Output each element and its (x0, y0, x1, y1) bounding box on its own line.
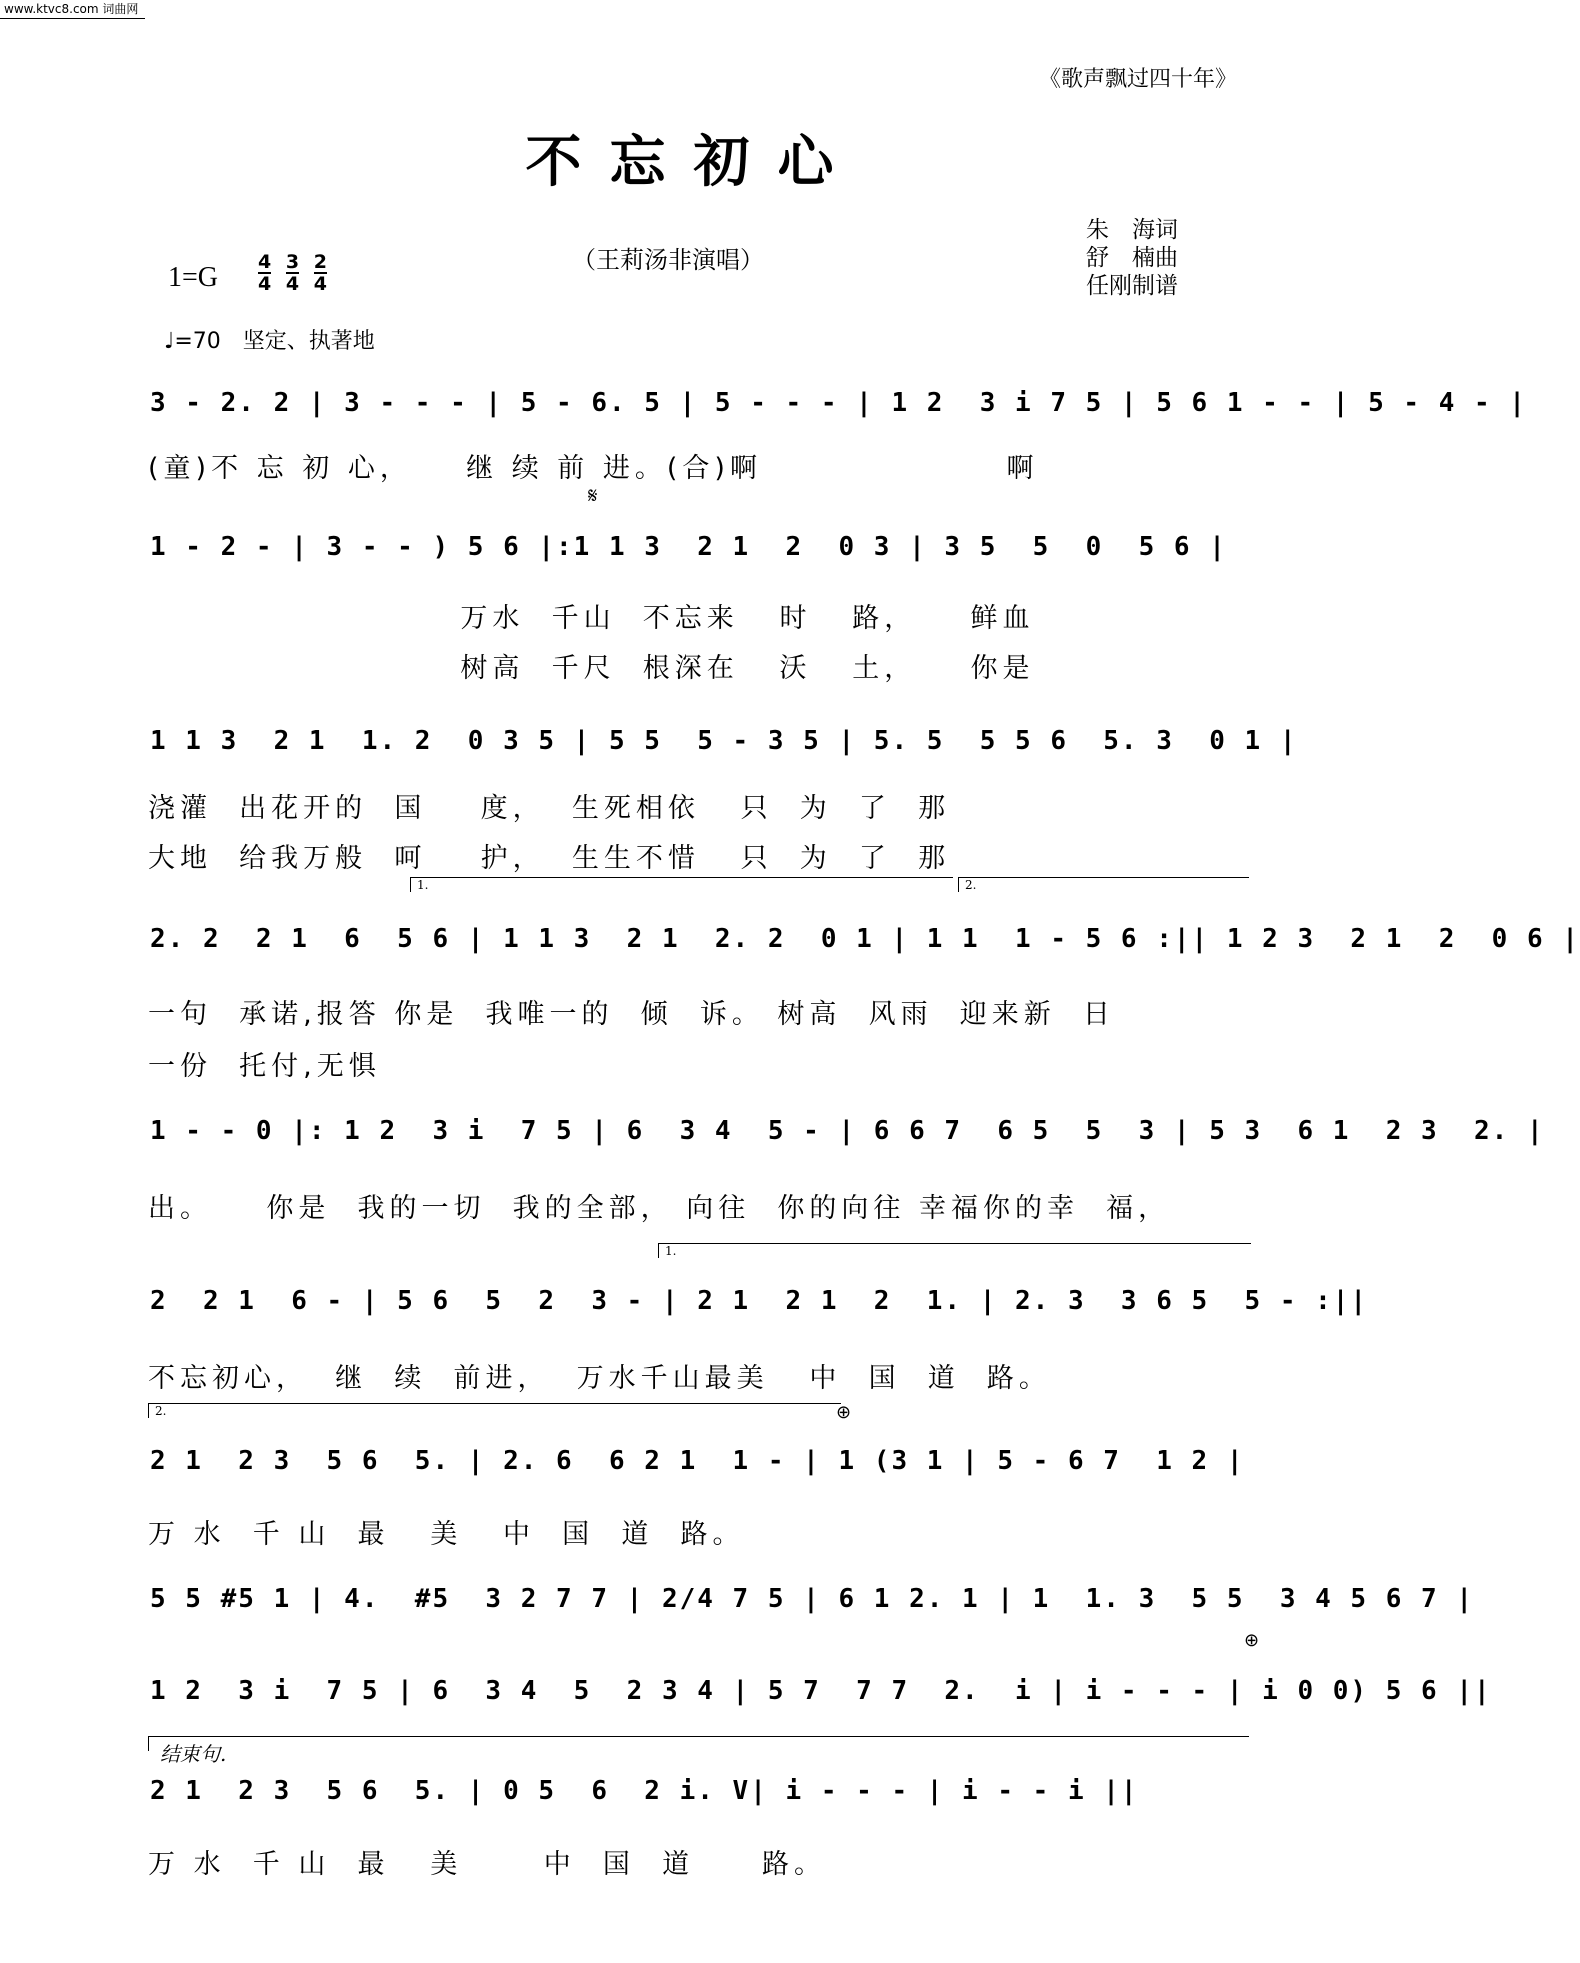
meter-4-4: $\frac{4}{4}$ (258, 251, 272, 295)
notation-line-1: 3 - 2. 2 | 3 - - - | 5 - 6. 5 | 5 - - - | 1 2 3 i 7 5 | 5 6 1 - - | 5 - 4 - | (150, 388, 1527, 418)
lyrics-line-1: (童)不 忘 初 心， 继 续 前 进。(合)啊 啊 (148, 453, 1039, 484)
lyrics-line-10: 万 水 千 山 最 美 中 国 道 路。 (148, 1849, 826, 1880)
first-ending-bracket: 1. (410, 877, 953, 892)
lyrics-line-7: 万 水 千 山 最 美 中 国 道 路。 (148, 1519, 745, 1550)
performer-note: （王莉汤非演唱） (572, 246, 764, 274)
notation-line-2: 1 - 2 - | 3 - - ) 5 6 |:1 1 3 2 1 2 0 3 | 3 5 5 0 5 6 | (150, 532, 1227, 562)
second-ending-bracket: 2. (958, 877, 1249, 892)
meter-2-4: $\frac{2}{4}$ (313, 251, 327, 295)
notation-line-4: 2. 2 2 1 6 5 6 | 1 1 3 2 1 2. 2 0 1 | 1 1 1 - 5 6 :|| 1 2 3 2 1 2 0 6 | (150, 924, 1580, 954)
lyrics-line-3b: 大地 给我万般 呵 护， 生生不惜 只 为 了 那 (148, 843, 951, 874)
song-title: 不忘初心 (525, 129, 862, 195)
credit-arranger: 任刚制谱 (1086, 273, 1178, 299)
source-collection: 《歌声飘过四十年》 (1038, 67, 1237, 92)
lyrics-line-5: 出。 你是 我的一切 我的全部， 向往 你的向往 幸福你的幸 福， (148, 1193, 1171, 1224)
notation-line-5: 1 - - 0 |: 1 2 3 i 7 5 | 6 3 4 5 - | 6 6 7 6 5 5 3 | 5 3 6 1 2 3 2. | (150, 1116, 1545, 1146)
meter-3-4: $\frac{3}{4}$ (285, 251, 300, 295)
notation-line-7: 2 1 2 3 5 6 5. | 2. 6 6 2 1 1 - | 1 (3 1 | 5 - 6 7 1 2 | (150, 1446, 1245, 1476)
notation-line-6: 2 2 1 6 - | 5 6 5 2 3 - | 2 1 2 1 2 1. | 2. 3 3 6 5 5 - :|| (150, 1286, 1369, 1316)
lyrics-line-3a: 浇灌 出花开的 国 度， 生死相依 只 为 了 那 (148, 793, 951, 824)
lyrics-line-2a: 万水 千山 不忘来 时 路， 鲜血 (148, 603, 1035, 634)
credit-composer: 舒 楠曲 (1086, 245, 1178, 271)
notation-line-8: 5 5 #5 1 | 4. #5 3 2 7 7 | 2/4 7 5 | 6 1 2. 1 | 1 1. 3 5 5 3 4 5 6 7 | (150, 1584, 1474, 1614)
watermark-underline (0, 18, 145, 19)
ending-phrase-bracket (148, 1736, 1249, 1751)
lyrics-line-2b: 树高 千尺 根深在 沃 土， 你是 (148, 653, 1035, 684)
segno-sign: 𝄋 (588, 484, 598, 509)
notation-line-10: 2 1 2 3 5 6 5. | 0 5 6 2 i. V| i - - - | i - - i || (150, 1776, 1139, 1806)
first-ending-bracket-2: 1. (658, 1243, 1251, 1258)
notation-line-9: 1 2 3 i 7 5 | 6 3 4 5 2 3 4 | 5 7 7 7 2. i | i - - - | i 0 0) 5 6 || (150, 1676, 1492, 1706)
time-signatures (258, 252, 335, 294)
key-signature: 1=G (168, 262, 219, 293)
lyrics-line-6: 不忘初心， 继 续 前进， 万水千山最美 中 国 道 路。 (148, 1363, 1051, 1394)
credits-block (1086, 216, 1178, 300)
notation-line-3: 1 1 3 2 1 1. 2 0 3 5 | 5 5 5 - 3 5 | 5. 5 5 5 6 5. 3 0 1 | (150, 726, 1298, 756)
lyrics-line-4b: 一份 托付,无惧 (148, 1051, 381, 1082)
credit-lyricist: 朱 海词 (1086, 217, 1178, 243)
second-ending-bracket-2: 2. (148, 1403, 841, 1418)
coda-sign-1: ⊕ (836, 1402, 852, 1423)
ending-phrase-label: 结束句. (160, 1742, 227, 1766)
coda-sign-2: ⊕ (1244, 1630, 1260, 1651)
lyrics-line-4a: 一句 承诺,报答 你是 我唯一的 倾 诉。 树高 风雨 迎来新 日 (148, 999, 1115, 1030)
site-watermark: www.ktvc8.com 词曲网 (4, 2, 139, 16)
tempo-marking: ♩=70 坚定、执著地 (164, 329, 375, 354)
